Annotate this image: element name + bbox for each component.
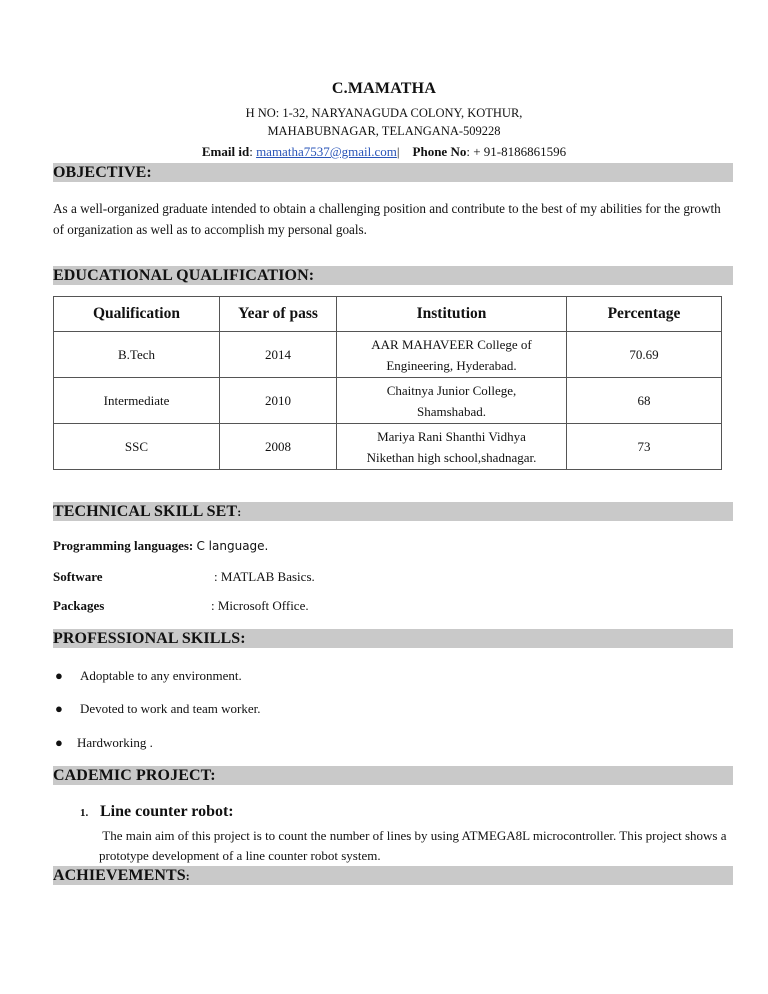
programming-row — [53, 538, 268, 554]
contact-line: Email id: mamatha7537@gmail.com| Phone No: + 91-8186861596 — [201, 144, 567, 159]
cell-year: 2014 — [220, 332, 337, 378]
col-qualification: Qualification — [54, 297, 220, 332]
cell-percentage: 68 — [567, 378, 722, 424]
table-row — [54, 378, 722, 424]
programming-value: C language. — [196, 539, 269, 553]
cell-institution: AAR MAHAVEER College of Engineering, Hyderabad. — [337, 332, 567, 378]
candidate-name: C.MAMATHA — [331, 80, 437, 97]
col-institution: Institution — [337, 297, 567, 332]
list-item: ● Hardworking . — [55, 735, 153, 750]
software-label: Software — [53, 569, 103, 584]
col-percentage: Percentage — [567, 297, 722, 332]
cell-percentage: 70.69 — [567, 332, 722, 378]
packages-label: Packages — [53, 598, 105, 613]
objective-text: As a well-organized graduate intended to obtain a challenging position and contribute to the best of my abilities for the growth of organization as well as to accomplish my personal goals. — [53, 201, 721, 237]
project-description: The main aim of this project is to count the number of lines by using ATMEGA8L microcontroller. This project shows a prototype development of a line counter robot system. — [99, 828, 727, 863]
project-title: Line counter robot: — [100, 803, 234, 820]
section-technical-header: TECHNICAL SKILL SET: — [53, 502, 733, 521]
programming-label: Programming languages: — [53, 538, 194, 553]
email-label: Email id — [201, 144, 250, 159]
phone-label: Phone No — [412, 144, 467, 159]
cell-institution: Chaitnya Junior College, Shamshabad. — [337, 378, 567, 424]
cell-percentage: 73 — [567, 424, 722, 470]
section-achievements-header: ACHIEVEMENTS: — [53, 866, 733, 885]
bullet-icon: ● — [55, 701, 63, 716]
bullet-icon: ● — [55, 735, 63, 750]
packages-value: : Microsoft Office. — [211, 598, 309, 613]
table-header-row — [54, 297, 722, 332]
phone-number: + 91-8186861596 — [473, 144, 567, 159]
cell-qualification: SSC — [54, 424, 220, 470]
list-item: ● Adoptable to any environment. — [55, 668, 242, 683]
email-link[interactable]: mamatha7537@gmail.com — [256, 144, 397, 159]
address-line-1: H NO: 1-32, NARYANAGUDA COLONY, KOTHUR, — [245, 106, 523, 120]
education-table — [53, 296, 722, 470]
cell-institution: Mariya Rani Shanthi Vidhya Nikethan high school,shadnagar. — [337, 424, 567, 470]
address-line-2: MAHABUBNAGAR, TELANGANA-509228 — [267, 124, 501, 138]
table-row — [54, 332, 722, 378]
section-project-header: CADEMIC PROJECT: — [53, 766, 733, 785]
cell-qualification: B.Tech — [54, 332, 220, 378]
list-item: ● Devoted to work and team worker. — [55, 701, 261, 716]
cell-year: 2010 — [220, 378, 337, 424]
section-professional-header: PROFESSIONAL SKILLS: — [53, 629, 733, 648]
project-number: 1. — [80, 807, 89, 819]
table-row — [54, 424, 722, 470]
cell-qualification: Intermediate — [54, 378, 220, 424]
bullet-icon: ● — [55, 668, 63, 683]
section-objective-header: OBJECTIVE: — [53, 163, 733, 182]
cell-year: 2008 — [220, 424, 337, 470]
section-education-header: EDUCATIONAL QUALIFICATION: — [53, 266, 733, 285]
software-value: : MATLAB Basics. — [214, 569, 315, 584]
col-year: Year of pass — [220, 297, 337, 332]
